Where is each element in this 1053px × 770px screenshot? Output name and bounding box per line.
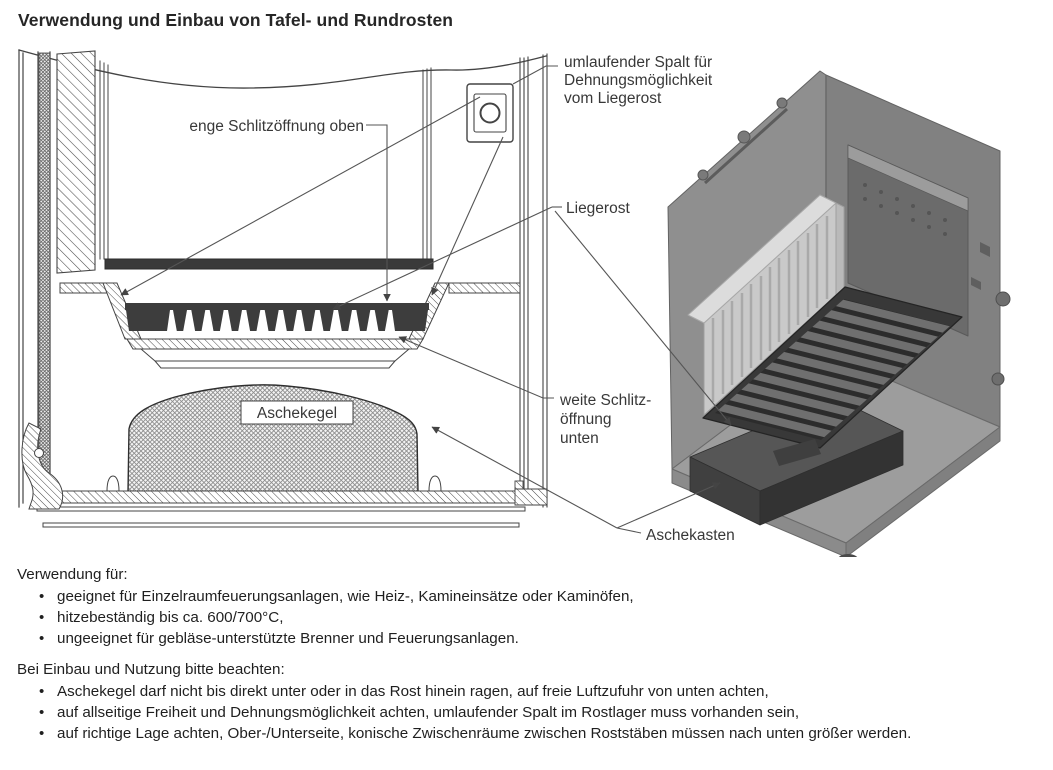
leader-enge-schlitz xyxy=(366,125,387,301)
label-enge-schlitz: enge Schlitzöffnung oben xyxy=(189,118,364,135)
insulation-strip xyxy=(39,53,50,489)
installation-heading: Bei Einbau und Nutzung bitte beachten: xyxy=(17,661,285,678)
body-text xyxy=(17,564,1053,744)
usage-item-3: • ungeeignet für gebläse-unterstützte Brenner und Feuerungsanlagen. xyxy=(17,628,1053,649)
label-aschekasten: Aschekasten xyxy=(646,527,735,544)
break-line-top xyxy=(19,50,546,88)
leader-aschekasten-fork xyxy=(617,528,641,533)
label-weite-schlitz-3: unten xyxy=(560,430,599,447)
3d-firebox-render xyxy=(668,71,1010,557)
firebox-floor-edge xyxy=(105,259,433,269)
leader-aschekasten-right xyxy=(617,483,720,528)
usage-item-1: • geeignet für Einzelraumfeuerungsanlagen, wie Heiz-, Kamineinsätze oder Kaminöfen, xyxy=(17,586,1053,607)
installation-item-1: • Aschekegel darf nicht bis direkt unter oder in das Rost hinein ragen, auf freie Luftzufuhr von unten achten, xyxy=(17,681,1053,702)
firebrick-lining xyxy=(57,51,95,273)
installation-item-3: • auf richtige Lage achten, Ober-/Unterseite, konische Zwischenräume zwischen Roststäben müssen nach unten größer werden. xyxy=(17,723,1053,744)
figure-area xyxy=(15,37,1053,562)
3d-wheel-upper xyxy=(996,292,1010,306)
installation-section xyxy=(17,659,1053,744)
installation-list xyxy=(17,681,1053,744)
label-weite-schlitz-1: weite Schlitz- xyxy=(560,392,652,409)
grate-installation-diagram xyxy=(15,37,1053,557)
basin-skirt xyxy=(141,349,409,368)
label-umlaufender-spalt-3: vom Liegerost xyxy=(564,90,662,107)
installation-item-2: • auf allseitige Freiheit und Dehnungsmöglichkeit achten, umlaufender Spalt im Rostlager muss vorhanden sein, xyxy=(17,702,1053,723)
usage-item-2: • hitzebeständig bis ca. 600/700°C, xyxy=(17,607,1053,628)
usage-section xyxy=(17,564,1053,649)
usage-heading: Verwendung für: xyxy=(17,566,128,583)
label-aschekegel: Aschekegel xyxy=(256,405,338,422)
grate-teeth xyxy=(173,310,389,331)
page-title: Verwendung und Einbau von Tafel- und Rundrosten xyxy=(18,10,454,30)
mounting-bracket xyxy=(467,84,513,142)
3d-wheel-lower xyxy=(992,373,1004,385)
label-umlaufender-spalt-1: umlaufender Spalt für xyxy=(564,54,713,71)
label-weite-schlitz-2: öffnung xyxy=(560,411,612,428)
usage-list xyxy=(17,586,1053,649)
grate-cross-section xyxy=(125,303,429,331)
leader-weite-schlitz xyxy=(399,337,554,398)
label-umlaufender-spalt-2: Dehnungsmöglichkeit xyxy=(564,72,713,89)
label-liegerost: Liegerost xyxy=(566,200,630,217)
